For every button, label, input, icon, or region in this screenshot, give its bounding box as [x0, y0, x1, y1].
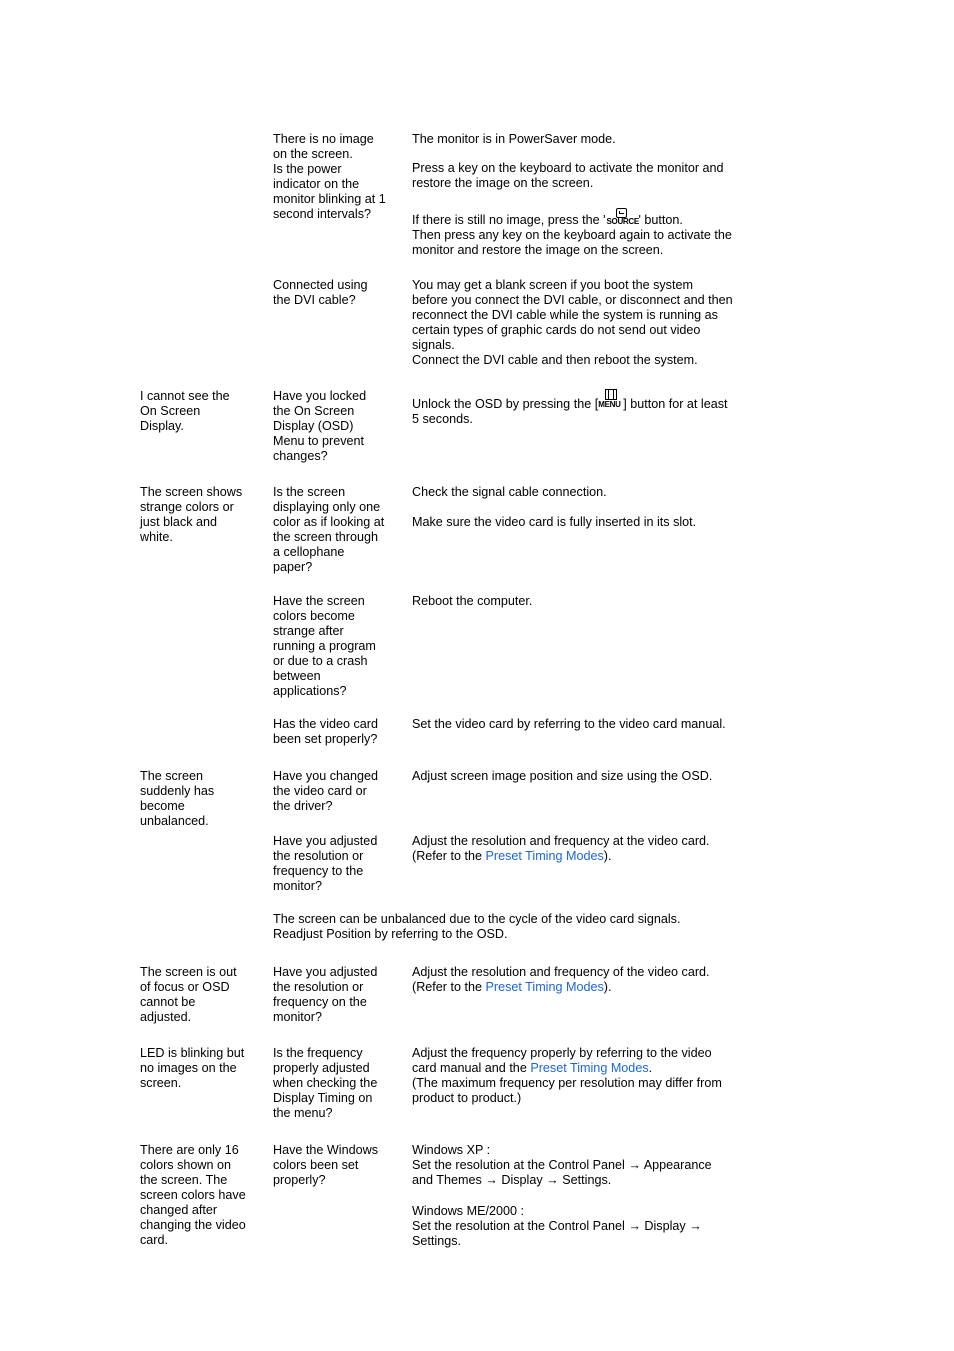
answer-adjust-frequency: Adjust the frequency properly by referring to the video card manual and the Preset Timing Modes. (The maximum frequency per resolution may differ from product to product.) [412, 1046, 722, 1105]
menu-button-icon: MENU [598, 397, 623, 412]
answer-press-source: If there is still no image, press the ' SOURCE ' button. Then press any key on the keyboard again to activate the monitor and restore the image on the screen. [412, 213, 757, 258]
answer-dvi-cable: You may get a blank screen if you boot the system before you connect the DVI cable, or disconnect and then reconnect the DVI cable while the system is running as certain types of graphic cards do not send out video signals. Connect the DVI cable and then reboot the system. [412, 278, 733, 367]
question-dvi-cable: Connected using the DVI cable? [273, 278, 368, 307]
answer-powersaver: The monitor is in PowerSaver mode. [412, 132, 616, 146]
question-program-crash: Have the screen colors become strange after running a program or due to a crash between applications? [273, 594, 376, 698]
source-button-icon: SOURCE [606, 213, 639, 228]
question-osd-locked: Have you locked the On Screen Display (OSD) Menu to prevent changes? [273, 389, 367, 463]
question-adjusted-on-monitor: Have you adjusted the resolution or frequency on the monitor? [273, 965, 378, 1024]
problem-16-colors: There are only 16 colors shown on the screen. The screen colors have changed after changing the video card. [140, 1143, 246, 1247]
answer-video-card-manual: Set the video card by referring to the video card manual. [412, 717, 726, 731]
question-frequency-adjusted: Is the frequency properly adjusted when checking the Display Timing on the menu? [273, 1046, 378, 1120]
answer-adjust-resolution-of-card: Adjust the resolution and frequency of the video card. (Refer to the Preset Timing Modes). [412, 965, 710, 994]
answer-unlock-osd: Unlock the OSD by pressing the [ MENU ] button for at least 5 seconds. [412, 397, 757, 427]
problem-unbalanced: The screen suddenly has become unbalanced. [140, 769, 215, 828]
preset-timing-modes-link[interactable]: Preset Timing Modes [485, 849, 604, 863]
answer-reboot: Reboot the computer. [412, 594, 533, 608]
answer-windows-xp: Windows XP : Set the resolution at the Control Panel → Appearance and Themes → Display → Settings. [412, 1143, 712, 1187]
question-video-card-set: Has the video card been set properly? [273, 717, 379, 746]
preset-timing-modes-link[interactable]: Preset Timing Modes [530, 1061, 649, 1075]
answer-windows-me-2000: Windows ME/2000 : Set the resolution at the Control Panel → Display → Settings. [412, 1204, 702, 1248]
question-adjusted-resolution: Have you adjusted the resolution or frequency to the monitor? [273, 834, 378, 893]
question-windows-colors: Have the Windows colors been set properly? [273, 1143, 378, 1187]
question-changed-driver: Have you changed the video card or the driver? [273, 769, 379, 813]
answer-press-key: Press a key on the keyboard to activate the monitor and restore the image on the screen. [412, 161, 724, 190]
problem-led-blinking: LED is blinking but no images on the screen. [140, 1046, 245, 1090]
answer-video-card-slot: Make sure the video card is fully inserted in its slot. [412, 515, 697, 529]
note-unbalanced-cycle: The screen can be unbalanced due to the cycle of the video card signals. Readjust Position by referring to the OSD. [273, 912, 681, 941]
answer-adjust-position: Adjust screen image position and size using the OSD. [412, 769, 713, 783]
answer-adjust-resolution-card: Adjust the resolution and frequency at the video card. (Refer to the Preset Timing Modes). [412, 834, 710, 863]
problem-strange-colors: The screen shows strange colors or just black and white. [140, 485, 243, 544]
question-one-color: Is the screen displaying only one color as if looking at the screen through a cellophane paper? [273, 485, 385, 574]
problem-out-of-focus: The screen is out of focus or OSD cannot be adjusted. [140, 965, 237, 1024]
answer-check-cable: Check the signal cable connection. [412, 485, 607, 499]
problem-osd: I cannot see the On Screen Display. [140, 389, 230, 433]
question-no-image: There is no image on the screen. Is the power indicator on the monitor blinking at 1 second intervals? [273, 132, 386, 221]
preset-timing-modes-link[interactable]: Preset Timing Modes [485, 980, 604, 994]
